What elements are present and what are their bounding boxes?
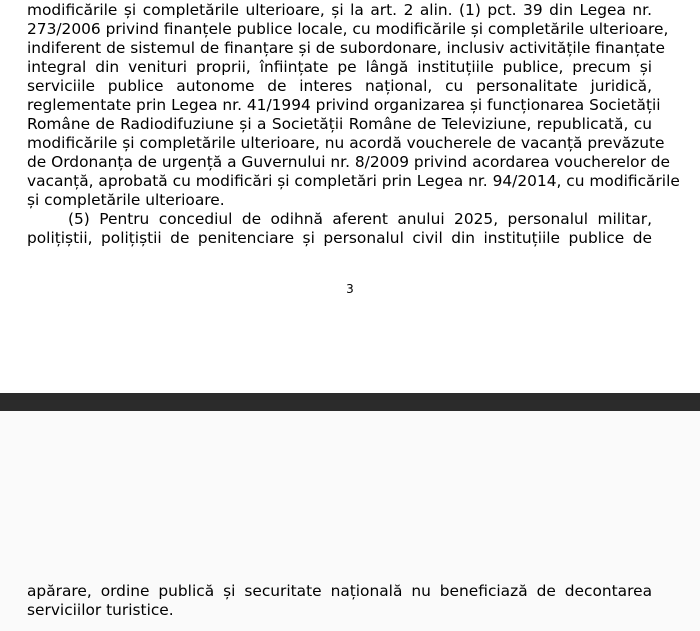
paragraph-line: integral din venituri proprii, înființate pe lângă instituțiile publice, precum și [27, 58, 652, 76]
paragraph-line: de Ordonanța de urgență a Guvernului nr. 8/2009 privind acordarea voucherelor de [27, 153, 671, 171]
paragraph-line: serviciilor turistice. [27, 601, 174, 619]
document-page-4 [0, 411, 700, 631]
paragraph-line: modificările și completările ulterioare, nu acordă voucherele de vacanță prevăzute [27, 134, 665, 152]
paragraph-line: indiferent de sistemul de finanțare și de subordonare, inclusiv activitățile finanțate [27, 39, 665, 57]
paragraph-line: Române de Radiodifuziune și a Societății Române de Televiziune, republicată, cu [27, 115, 652, 133]
paragraph-line: reglementate prin Legea nr. 41/1994 privind organizarea și funcționarea Societății [27, 96, 661, 114]
paragraph-5-first-line: (5) Pentru concediul de odihnă aferent anului 2025, personalul militar, [68, 210, 652, 228]
page-divider [0, 393, 700, 411]
paragraph-line: apărare, ordine publică și securitate națională nu beneficiază de decontarea [27, 582, 652, 600]
paragraph-line: 273/2006 privind finanțele publice locale, cu modificările și completările ulterioare, [27, 20, 669, 38]
paragraph-line: vacanță, aprobată cu modificări și completări prin Legea nr. 94/2014, cu modificările [27, 172, 680, 190]
page-number: 3 [346, 282, 354, 296]
paragraph-line: polițiștii, polițiștii de penitenciare și personalul civil din instituțiile publice de [27, 229, 652, 247]
paragraph-line: și completările ulterioare. [27, 191, 225, 209]
paragraph-line: modificările și completările ulterioare, și la art. 2 alin. (1) pct. 39 din Legea nr. [27, 1, 652, 19]
paragraph-line: serviciile publice autonome de interes național, cu personalitate juridică, [27, 77, 652, 95]
